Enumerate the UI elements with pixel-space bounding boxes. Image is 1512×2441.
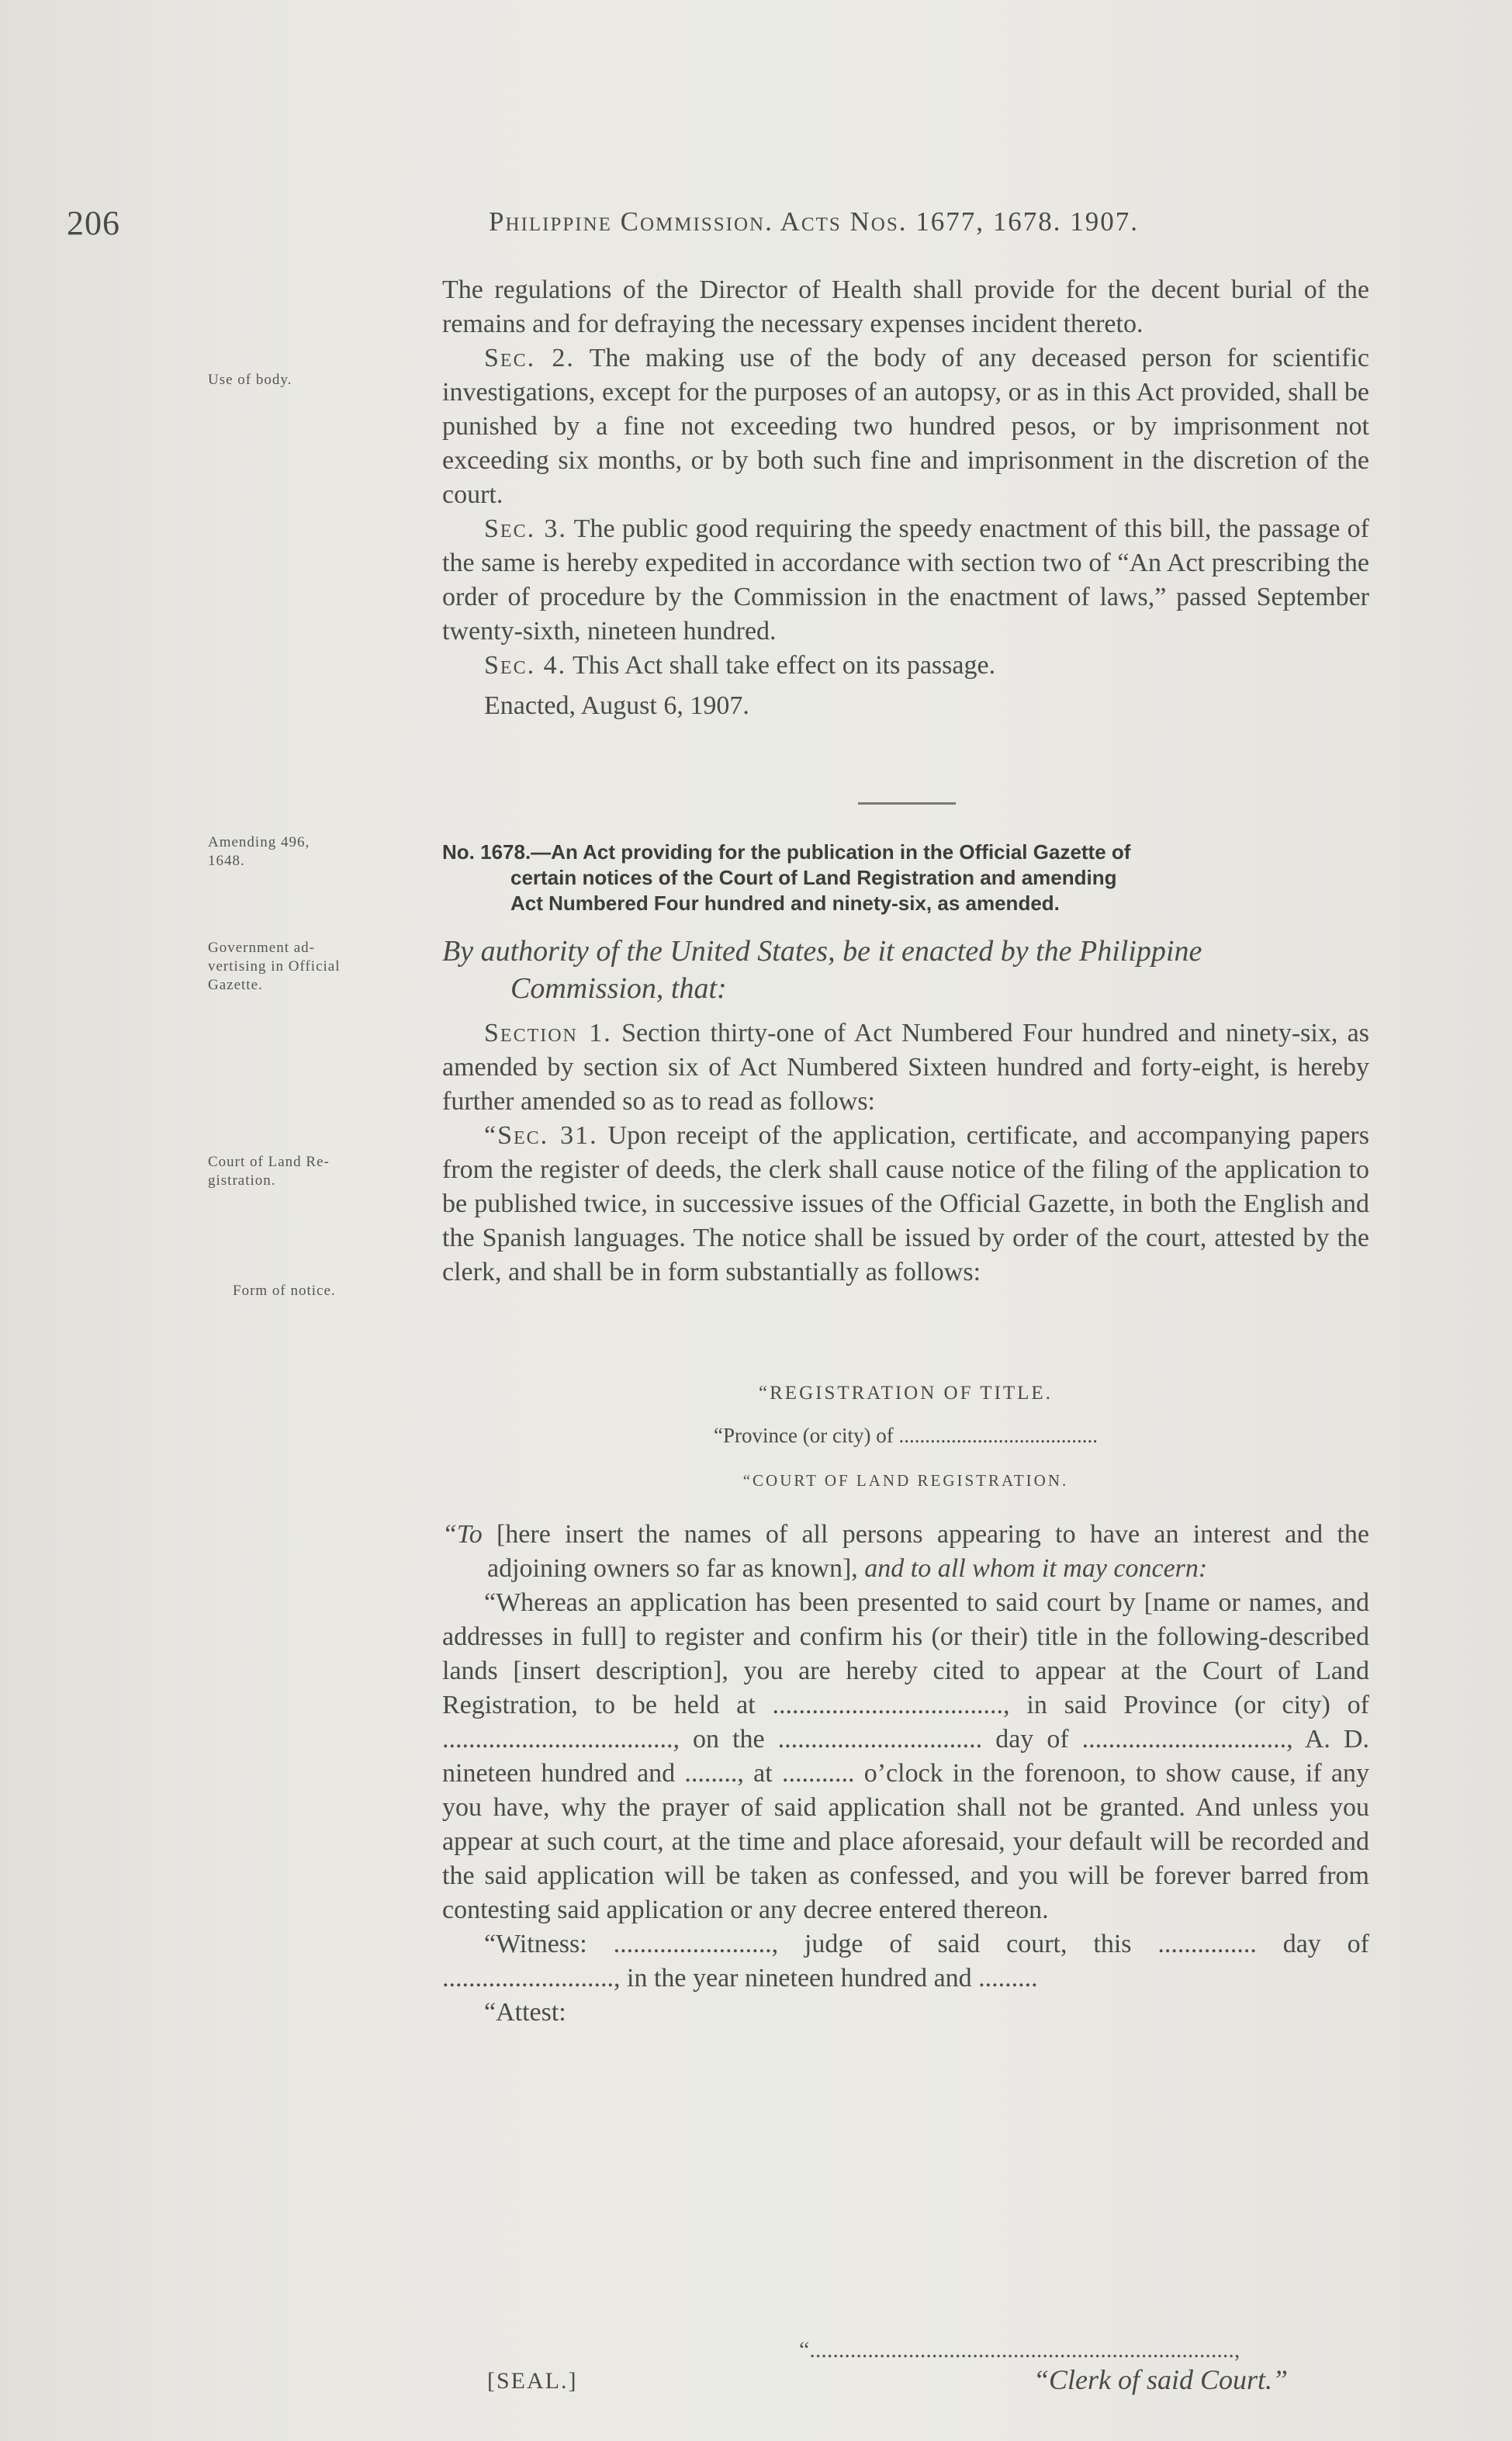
section-31-label: “Sec. 31. bbox=[484, 1121, 598, 1150]
section-31 bbox=[442, 1119, 1369, 1290]
side-note-use-of-body: Use of body. bbox=[208, 372, 292, 388]
enacted-date: Enacted, August 6, 1907. bbox=[484, 691, 749, 720]
paragraph-regulations: The regulations of the Director of Health shall provide for the decent burial of the remains and for defraying the necessary expenses incident thereto. bbox=[442, 275, 1369, 338]
form-to-label: “To bbox=[442, 1520, 483, 1549]
section-2 bbox=[442, 341, 1369, 512]
act-1678-heading bbox=[442, 840, 1369, 916]
form-title: “REGISTRATION OF TITLE. bbox=[759, 1383, 1053, 1404]
seal-mark: [SEAL.] bbox=[487, 2368, 578, 2394]
notice-form bbox=[442, 1376, 1369, 2030]
section-2-label: Sec. 2. bbox=[484, 344, 575, 372]
section-divider bbox=[858, 802, 956, 805]
side-note-gov-line2: vertising in Official bbox=[208, 958, 341, 975]
page-number: 206 bbox=[67, 204, 120, 242]
side-note-court-line1: Court of Land Re- bbox=[208, 1154, 330, 1170]
form-to-text: [here insert the names of all persons appearing to have an interest and the adjoining owners so far as known], bbox=[482, 1520, 1369, 1583]
section-2-text: The making use of the body of any deceased person for scientific investigations, except for the purposes of an autopsy, or as in this Act provided, shall be punished by a fine not exceeding two hundred pesos, or by imprisonment not exceeding six months, or by both such fine and imprisonment in the discretion of the court. bbox=[442, 344, 1369, 509]
section-3-label: Sec. 3. bbox=[484, 514, 567, 543]
form-whereas: “Whereas an application has been presented to said court by [name or names, and addresses in full] to register and confirm his (or their) title in the following-described lands [insert description], you are hereby cited to appear at the Court of Land Registration, to be held at ..................................., in said Province (or city) of ..................................., on the ............................... day of ..............................., A. D. nineteen hundred and ........, at ........... o’clock in the forenoon, to show cause, if any you have, why the prayer of said application shall not be granted. And unless you appear at such court, at the time and place aforesaid, your default will be recorded and the said application will be taken as confessed, and you will be forever barred from contesting said application or any decree entered thereon. bbox=[442, 1588, 1369, 1924]
side-note-government-advertising bbox=[208, 939, 433, 995]
enacting-line1: By authority of the United States, be it enacted by the Philippine bbox=[442, 935, 1202, 968]
side-note-amending bbox=[208, 833, 433, 871]
act-1678-text bbox=[442, 1016, 1369, 1290]
form-to-concern: and to all whom it may concern: bbox=[864, 1554, 1208, 1583]
act-heading-line2: certain notices of the Court of Land Registration and amending bbox=[510, 866, 1117, 889]
section-3-text: The public good requiring the speedy enactment of this bill, the passage of the same is hereby expedited in accordance with section two of “An Act prescribing the order of procedure by the Commission in the enactment of laws,” passed September twenty-sixth, nineteen hundred. bbox=[442, 514, 1369, 646]
side-note-court-of-land-registration bbox=[208, 1153, 433, 1190]
form-addressee bbox=[442, 1518, 1369, 1586]
side-note-court-line2: gistration. bbox=[208, 1172, 276, 1189]
running-head: Philippine Commission. Acts Nos. 1677, 1678. 1907. bbox=[489, 206, 1140, 237]
side-note-gov-line3: Gazette. bbox=[208, 977, 263, 993]
section-3 bbox=[442, 512, 1369, 649]
section-4-label: Sec. 4. bbox=[484, 651, 567, 680]
section-4 bbox=[442, 649, 1369, 683]
section-1-text: Section thirty-one of Act Numbered Four hundred and ninety-six, as amended by section six of Act Numbered Sixteen hundred and forty-eight, is hereby further amended so as to read as follows: bbox=[442, 1019, 1369, 1116]
section-4-text: This Act shall take effect on its passage. bbox=[566, 651, 996, 680]
act-1677-text bbox=[442, 273, 1369, 723]
form-attest: “Attest: bbox=[484, 1998, 566, 2027]
enacting-clause bbox=[442, 933, 1369, 1007]
section-31-text: Upon receipt of the application, certificate, and accompanying papers from the register of deeds, the clerk shall cause notice of the filing of the application to be published twice, in successive issues of the Official Gazette, in both the English and the Spanish languages. The notice shall be issued by order of the court, attested by the clerk, and shall be in form substantially as follows: bbox=[442, 1121, 1369, 1286]
side-note-amending-line1: Amending 496, bbox=[208, 834, 310, 850]
side-note-amending-line2: 1648. bbox=[208, 853, 245, 869]
act-heading-line1: No. 1678.—An Act providing for the publication in the Official Gazette of bbox=[442, 840, 1131, 864]
side-note-form-of-notice: Form of notice. bbox=[233, 1283, 336, 1299]
attest-signature-line: “........................................................................., bbox=[799, 2337, 1240, 2363]
form-province: “Province (or city) of ...................................... bbox=[714, 1424, 1098, 1447]
enacting-line2: Commission, that: bbox=[510, 972, 727, 1005]
section-1 bbox=[442, 1016, 1369, 1119]
form-court: “COURT OF LAND REGISTRATION. bbox=[742, 1471, 1069, 1490]
section-1-label: Section 1. bbox=[484, 1019, 612, 1047]
side-note-gov-line1: Government ad- bbox=[208, 940, 315, 956]
form-witness: “Witness: ........................, judge of said court, this ............... day of .........................., in the year nineteen hundred and ......... bbox=[442, 1930, 1369, 1993]
clerk-signature: “Clerk of said Court.” bbox=[1033, 2364, 1289, 2395]
act-heading-line3: Act Numbered Four hundred and ninety-six, as amended. bbox=[510, 892, 1060, 915]
